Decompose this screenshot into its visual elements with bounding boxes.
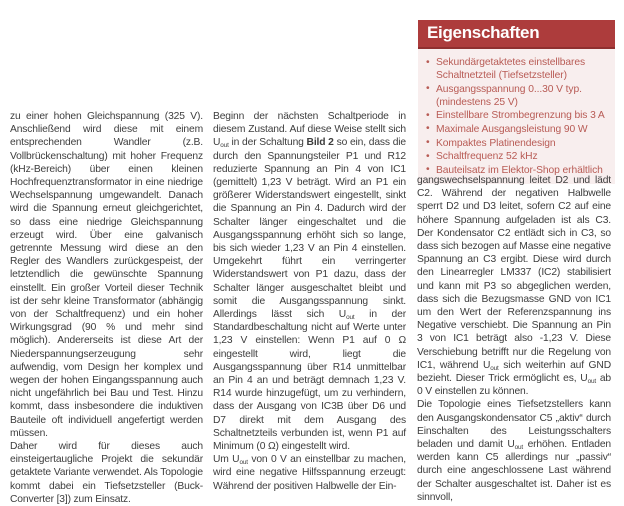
feature-item: • Sekundärgetaktetes einstellbares Schaltnetzteil (Tiefsetzsteller) bbox=[425, 56, 609, 82]
paragraph: Die Topologie eines Tiefsetzstellers kann den Ausgangskondensator C5 „aktiv“ durch Einschalten des Leistungsschalters beladen und damit $U_{out}$ erhöhen. Entladen werden kann C5 allerdings nur „passiv“ durch eine angeschlossene Last während der Schalter ausgeschaltet ist. Daher ist es sinnvoll, bbox=[417, 399, 611, 503]
text-column-right bbox=[417, 174, 611, 504]
feature-item: • Einstellbare Strombegrenzung bis 3 A bbox=[425, 109, 609, 122]
feature-item: • Maximale Ausgangsleistung 90 W bbox=[425, 123, 609, 136]
paragraph: Beginn der nächsten Schaltperiode in diesem Zustand. Auf diese Weise stellt sich $U_{out}$ in der Schaltung Bild 2 so ein, dass die durch den Spannungsteiler P1 und R12 reduzierte Spannung an Pin 4 von IC1 (gemittelt) 1,23 V beträgt. Wird an P1 ein größerer Widerstandswert eingestellt, sinkt die Spannung an Pin 4. Dadurch wird der Schalter länger eingeschaltet und die Ausgangsspannung erhöht sich so lange, bis sich wieder 1,23 V an Pin 4 einstellen. Umgekehrt führt ein verringerter Widerstandswert von P1 dazu, dass der Schalter länger ausgeschaltet bleibt und somit die Ausgangsspannung sinkt. Allerdings lässt sich $U_{out}$ in der Standardbeschaltung nicht auf Werte unter 1,23 V einstellen: Wenn P1 auf 0 Ω eingestellt wird, liegt die Ausgangsspannung über R14 unmittelbar an Pin 4 an und beträgt demnach 1,23 V. R14 wurde hinzugefügt, um zu verhindern, dass der Ausgang von IC3B über D6 und D7 direkt mit dem Ausgang des Schaltnetzteils verbunden ist, wenn P1 auf Minimum (0 Ω) eingestellt wird. bbox=[213, 111, 406, 453]
feature-item: • Bauteilsatz im Elektor-Shop erhältlich bbox=[425, 164, 609, 177]
text-column-left bbox=[10, 110, 203, 506]
feature-item: • Kompaktes Platinendesign bbox=[425, 137, 609, 150]
features-box bbox=[418, 20, 615, 184]
text-column-middle bbox=[213, 110, 406, 493]
features-box-title: Eigenschaften bbox=[418, 20, 615, 49]
paragraph: Daher wird für dieses auch einsteigertaugliche Projekt die sekundär getaktete Variante verwendet. Als Topologie kommt dabei ein Tiefsetzsteller (Buck-Converter [3]) zum Einsatz. bbox=[10, 441, 203, 505]
feature-item: • Ausgangsspannung 0...30 V typ. (mindestens 25 V) bbox=[425, 83, 609, 109]
features-list bbox=[425, 56, 609, 177]
paragraph: gangswechselspannung leitet D2 und lädt C2. Während der negativen Halbwelle sperrt D2 und D3 leitet, sofern C2 auf eine höhere Spannung aufgeladen ist als C3. Der Kondensator C2 entlädt sich in C3, so dass sich bezogen auf Masse eine negative Spannung an C3 ergibt. Diese wird durch den Linearregler LM337 (IC2) stabilisiert und kann mit P3 so abgeglichen werden, dass sich die Bezugsmasse GND von IC1 um den Wert der Referenzspannung ins Negative verschiebt. Die Spannung an Pin 3 von IC1 beträgt also -1,23 V. Diese Verschiebung betrifft nur die Regelung von IC1, während $U_{out}$ sich weiterhin auf GND bezieht. Dieser Trick ermöglicht es, $U_{out}$ ab 0 V einstellen zu können. bbox=[417, 175, 611, 398]
paragraph: zu einer hohen Gleichspannung (325 V). Anschließend wird diese mit einem entsprechenden Wandler (z.B. Vollbrückenschaltung) mit hoher Frequenz (kHz-Bereich) über einen kleinen Hochfrequenztransformator in eine niedrige Wechselspannung umgewandelt. Danach wird die Spannung erneut gleichgerichtet, so dass eine niedrige Gleichspannung erzeugt wird. Über eine galvanisch getrennte Messung wird diese an den Regler des Wandlers zurückgespeist, der letztendlich die gewünschte Spannung einstellt. Ein großer Vorteil dieser Technik ist der sehr kleine Transformator (abhängig von der Schaltfrequenz) und ein hoher Wirkungsgrad (90 % und mehr sind möglich). Andererseits ist diese Art der Niederspannungserzeugung sehr aufwendig, vom Design her komplex und wegen der hohen Eingangsspannung auch nicht ungefährlich bei Bau und Test. Hinzu kommt, dass insbesondere die induktiven Bauteile oft individuell angefertigt werden müssen. bbox=[10, 111, 203, 439]
paragraph: Um $U_{out}$ von 0 V an einstellbar zu machen, wird eine negative Hilfsspannung erzeugt: Während der positiven Halbwelle der Ein- bbox=[213, 454, 406, 492]
feature-item: • Schaltfrequenz 52 kHz bbox=[425, 150, 609, 163]
